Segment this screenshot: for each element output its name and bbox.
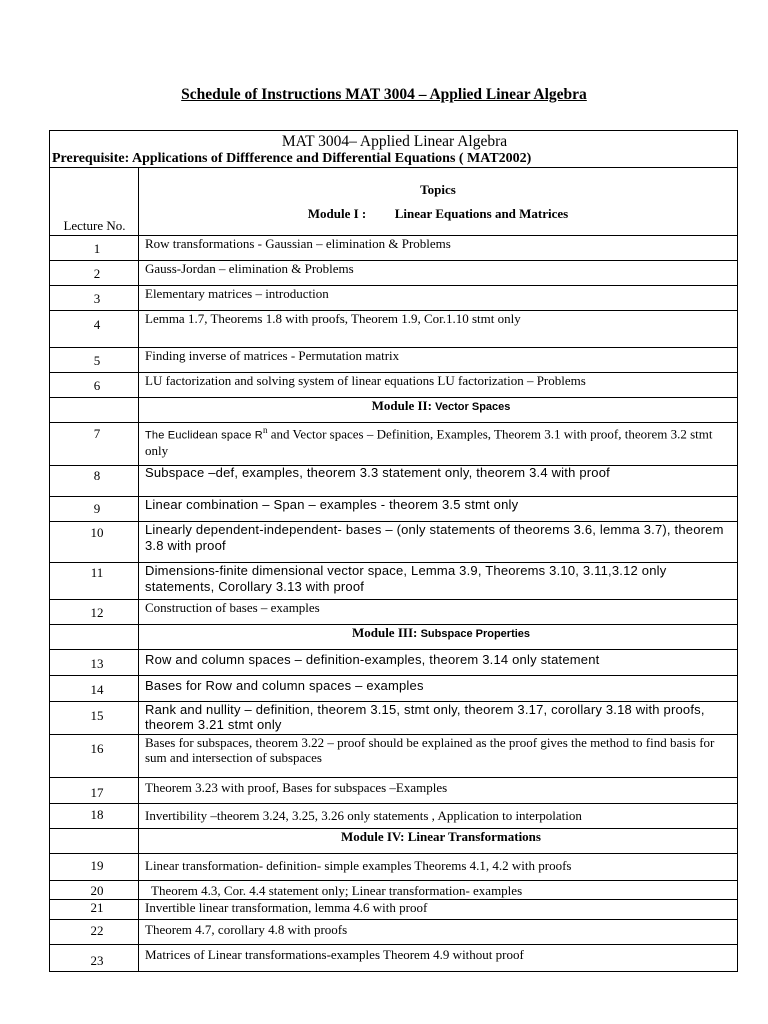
superscript-n: n [262,425,268,435]
lecture-number: 20 [90,883,104,898]
lecture-number: 10 [90,525,104,540]
topic-text: Row transformations - Gaussian – elimination & Problems [145,236,451,251]
table-row [50,945,738,972]
topic-text: Lemma 1.7, Theorems 1.8 with proofs, Theorem 1.9, Cor.1.10 stmt only [145,311,521,326]
table-row [50,600,738,625]
lecture-number: 23 [90,953,104,968]
module-1-title: Linear Equations and Matrices [394,206,569,221]
lecture-number: 12 [90,605,104,620]
table-row [50,311,738,348]
table-row [50,854,738,881]
topic-text: Subspace –def, examples, theorem 3.3 statement only, theorem 3.4 with proof [145,465,610,480]
topic-text: Gauss-Jordan – elimination & Problems [145,261,354,276]
lecture-number: 14 [90,682,104,697]
table-row [50,286,738,311]
module-1-label: Module I : [307,206,367,221]
lecture-number: 13 [90,656,104,671]
lecture-number: 18 [90,807,104,822]
topics-label: Topics [420,182,456,197]
module-2-label: Module II: [371,398,432,413]
topic-text: Dimensions-finite dimensional vector space, Lemma 3.9, Theorems 3.10, 3.11,3.12 only statements, Corollary 3.13 with proof [145,563,667,594]
lecture-number: 22 [90,923,104,938]
topic-text: Bases for Row and column spaces – examples [145,678,424,693]
table-row [50,676,738,702]
table-row [50,497,738,522]
document-title: Schedule of Instructions MAT 3004 – Applied Linear Algebra [181,86,587,103]
topic-text: Bases for subspaces, theorem 3.22 – proof should be explained as the proof gives the method to find basis for sum and intersection of subspaces [145,735,715,765]
lecture-number: 8 [93,468,101,483]
topic-text: Theorem 3.23 with proof, Bases for subspaces –Examples [145,780,448,795]
table-row [50,702,738,735]
lecture-number: 5 [93,353,101,368]
lecture-number: 15 [90,708,104,723]
module-row [50,398,738,423]
table-row [50,563,738,600]
topic-text: Construction of bases – examples [145,600,320,615]
module-4-title: Linear Transformations [407,829,541,844]
lecture-number: 9 [93,501,101,516]
table-row [50,236,738,261]
table-row [50,373,738,398]
module-2-title: Vector Spaces [435,401,511,413]
lecture-no-label: Lecture No. [63,218,126,233]
topic-text: Theorem 4.3, Cor. 4.4 statement only; Linear transformation- examples [151,883,523,898]
table-row [50,920,738,945]
topic-text: Theorem 4.7, corollary 4.8 with proofs [145,922,348,937]
module-3-title: Subspace Properties [420,628,531,640]
topic-text: Finding inverse of matrices - Permutation matrix [145,348,400,363]
prerequisite-text: Prerequisite: Applications of Diffference and Differential Equations ( MAT2002) [52,151,532,166]
module-3-label: Module III: [351,625,418,640]
table-row [50,423,738,466]
lecture-number: 11 [90,565,104,580]
topic-text: Elementary matrices – introduction [145,286,329,301]
topic-text: Matrices of Linear transformations-examples Theorem 4.9 without proof [145,947,524,962]
table-row [50,804,738,829]
module-row [50,829,738,854]
table-row [50,466,738,497]
table-row [50,348,738,373]
topic-text: Invertible linear transformation, lemma 4.6 with proof [145,900,428,915]
topic-text: Rank and nullity – definition, theorem 3.15, stmt only, theorem 3.17, corollary 3.18 with proofs, theorem 3.21 stmt only [145,702,705,732]
table-row [50,900,738,920]
schedule-table [49,130,738,972]
lecture-number: 7 [93,426,101,441]
table-row [50,735,738,778]
table-row [50,522,738,563]
topic-text: and Vector spaces – Definition, Examples, Theorem 3.1 with proof, theorem 3.2 stmt only [145,426,713,459]
table-row [50,881,738,900]
module-4-label: Module IV: [341,829,405,844]
topic-text-prefix: The Euclidean space R [145,429,263,442]
lecture-number: 19 [90,858,104,873]
lecture-number: 4 [93,317,101,332]
topic-text: Invertibility –theorem 3.24, 3.25, 3.26 only statements , Application to interpolation [145,808,582,823]
lecture-number: 3 [93,291,101,306]
topic-text: Row and column spaces – definition-examples, theorem 3.14 only statement [145,652,600,667]
topic-text: Linear combination – Span – examples - theorem 3.5 stmt only [145,497,519,512]
table-row [50,650,738,676]
lecture-number: 1 [93,241,101,256]
lecture-number: 6 [93,378,101,393]
module-row [50,625,738,650]
lecture-number: 17 [90,785,104,800]
topic-text: Linearly dependent-independent- bases – (only statements of theorems 3.6, lemma 3.7), theorem 3.8 with proof [145,522,724,553]
lecture-number: 16 [90,741,104,756]
course-title: MAT 3004– Applied Linear Algebra [281,133,508,150]
lecture-number: 2 [93,266,101,281]
table-row [50,778,738,804]
topics-header-row [50,168,738,236]
lecture-number: 21 [90,900,104,915]
course-header-row [50,131,738,168]
topic-text: LU factorization and solving system of linear equations LU factorization – Problems [145,373,586,388]
topic-text: Linear transformation- definition- simple examples Theorems 4.1, 4.2 with proofs [145,858,572,873]
module-1-heading [139,206,737,221]
table-row [50,261,738,286]
